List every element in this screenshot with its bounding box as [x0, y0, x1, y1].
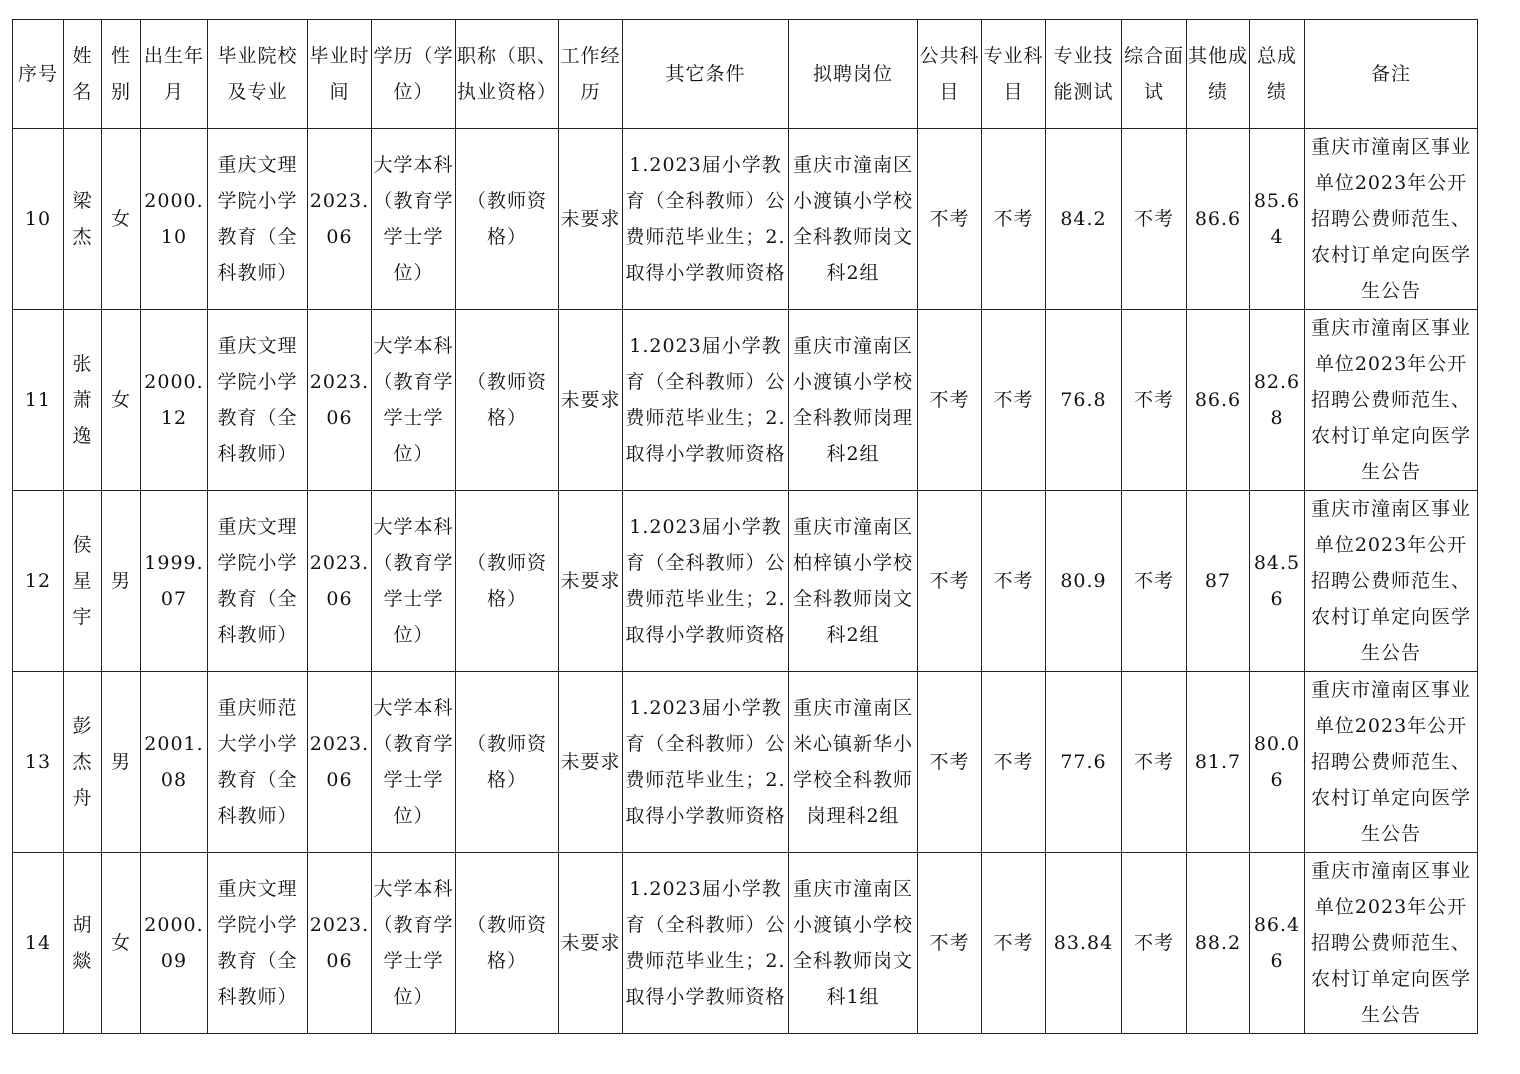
- header-gender: 性别: [102, 20, 141, 129]
- cell-total: 82.68: [1250, 310, 1305, 491]
- cell-school: 重庆文理学院小学教育（全科教师）: [208, 310, 308, 491]
- cell-interview: 不考: [1122, 310, 1187, 491]
- cell-pub: 不考: [918, 853, 982, 1034]
- cell-prof: 不考: [982, 491, 1046, 672]
- cell-gender: 男: [102, 491, 141, 672]
- cell-no: 12: [13, 491, 64, 672]
- header-pub: 公共科目: [918, 20, 982, 129]
- header-school: 毕业院校及专业: [208, 20, 308, 129]
- cell-post: 重庆市潼南区小渡镇小学校全科教师岗理科2组: [789, 310, 918, 491]
- cell-gender: 女: [102, 310, 141, 491]
- cell-interview: 不考: [1122, 129, 1187, 310]
- table-row: [13, 672, 1478, 853]
- cell-pub: 不考: [918, 491, 982, 672]
- cell-grad: 2023.06: [308, 491, 372, 672]
- table-row: [13, 491, 1478, 672]
- cell-pub: 不考: [918, 310, 982, 491]
- table-row: [13, 853, 1478, 1034]
- cell-cond: 1.2023届小学教育（全科教师）公费师范毕业生；2.取得小学教师资格: [623, 310, 789, 491]
- cell-birth: 2000.10: [141, 129, 208, 310]
- cell-school: 重庆文理学院小学教育（全科教师）: [208, 491, 308, 672]
- cell-other: 87: [1187, 491, 1250, 672]
- cell-cond: 1.2023届小学教育（全科教师）公费师范毕业生；2.取得小学教师资格: [623, 853, 789, 1034]
- header-birth: 出生年月: [141, 20, 208, 129]
- cell-title: （教师资格）: [456, 853, 559, 1034]
- cell-name: 侯星宇: [64, 491, 102, 672]
- cell-pub: 不考: [918, 672, 982, 853]
- candidate-table: [12, 19, 1478, 1034]
- cell-edu: 大学本科（教育学学士学位）: [372, 491, 456, 672]
- cell-edu: 大学本科（教育学学士学位）: [372, 853, 456, 1034]
- cell-work: 未要求: [559, 310, 623, 491]
- cell-work: 未要求: [559, 129, 623, 310]
- cell-skill: 83.84: [1046, 853, 1122, 1034]
- cell-note: 重庆市潼南区事业单位2023年公开招聘公费师范生、农村订单定向医学生公告: [1305, 672, 1478, 853]
- cell-interview: 不考: [1122, 672, 1187, 853]
- cell-interview: 不考: [1122, 853, 1187, 1034]
- cell-name: 彭杰舟: [64, 672, 102, 853]
- header-cond: 其它条件: [623, 20, 789, 129]
- cell-total: 86.46: [1250, 853, 1305, 1034]
- cell-note: 重庆市潼南区事业单位2023年公开招聘公费师范生、农村订单定向医学生公告: [1305, 491, 1478, 672]
- cell-total: 84.56: [1250, 491, 1305, 672]
- cell-skill: 77.6: [1046, 672, 1122, 853]
- cell-interview: 不考: [1122, 491, 1187, 672]
- cell-skill: 84.2: [1046, 129, 1122, 310]
- cell-birth: 1999.07: [141, 491, 208, 672]
- cell-title: （教师资格）: [456, 672, 559, 853]
- cell-school: 重庆文理学院小学教育（全科教师）: [208, 853, 308, 1034]
- cell-work: 未要求: [559, 853, 623, 1034]
- cell-other: 88.2: [1187, 853, 1250, 1034]
- cell-no: 13: [13, 672, 64, 853]
- header-prof: 专业科目: [982, 20, 1046, 129]
- cell-gender: 女: [102, 853, 141, 1034]
- cell-cond: 1.2023届小学教育（全科教师）公费师范毕业生；2.取得小学教师资格: [623, 129, 789, 310]
- cell-name: 胡燚: [64, 853, 102, 1034]
- cell-edu: 大学本科（教育学学士学位）: [372, 672, 456, 853]
- cell-skill: 80.9: [1046, 491, 1122, 672]
- cell-birth: 2000.09: [141, 853, 208, 1034]
- cell-gender: 男: [102, 672, 141, 853]
- cell-post: 重庆市潼南区小渡镇小学校全科教师岗文科2组: [789, 129, 918, 310]
- cell-no: 11: [13, 310, 64, 491]
- header-post: 拟聘岗位: [789, 20, 918, 129]
- table-row: [13, 310, 1478, 491]
- cell-name: 梁杰: [64, 129, 102, 310]
- cell-other: 86.6: [1187, 129, 1250, 310]
- cell-total: 85.64: [1250, 129, 1305, 310]
- cell-title: （教师资格）: [456, 129, 559, 310]
- header-skill: 专业技能测试: [1046, 20, 1122, 129]
- cell-title: （教师资格）: [456, 491, 559, 672]
- cell-work: 未要求: [559, 672, 623, 853]
- cell-grad: 2023.06: [308, 129, 372, 310]
- cell-pub: 不考: [918, 129, 982, 310]
- cell-school: 重庆文理学院小学教育（全科教师）: [208, 129, 308, 310]
- cell-other: 81.7: [1187, 672, 1250, 853]
- header-note: 备注: [1305, 20, 1478, 129]
- header-other: 其他成绩: [1187, 20, 1250, 129]
- cell-no: 10: [13, 129, 64, 310]
- cell-post: 重庆市潼南区米心镇新华小学校全科教师岗理科2组: [789, 672, 918, 853]
- cell-title: （教师资格）: [456, 310, 559, 491]
- cell-note: 重庆市潼南区事业单位2023年公开招聘公费师范生、农村订单定向医学生公告: [1305, 310, 1478, 491]
- cell-work: 未要求: [559, 491, 623, 672]
- cell-prof: 不考: [982, 129, 1046, 310]
- cell-gender: 女: [102, 129, 141, 310]
- cell-prof: 不考: [982, 672, 1046, 853]
- cell-prof: 不考: [982, 310, 1046, 491]
- header-title: 职称（职、执业资格）: [456, 20, 559, 129]
- cell-grad: 2023.06: [308, 672, 372, 853]
- cell-note: 重庆市潼南区事业单位2023年公开招聘公费师范生、农村订单定向医学生公告: [1305, 853, 1478, 1034]
- cell-other: 86.6: [1187, 310, 1250, 491]
- cell-note: 重庆市潼南区事业单位2023年公开招聘公费师范生、农村订单定向医学生公告: [1305, 129, 1478, 310]
- header-row: [13, 20, 1478, 129]
- cell-school: 重庆师范大学小学教育（全科教师）: [208, 672, 308, 853]
- header-total: 总成绩: [1250, 20, 1305, 129]
- header-name: 姓名: [64, 20, 102, 129]
- cell-skill: 76.8: [1046, 310, 1122, 491]
- cell-birth: 2000.12: [141, 310, 208, 491]
- cell-cond: 1.2023届小学教育（全科教师）公费师范毕业生；2.取得小学教师资格: [623, 672, 789, 853]
- cell-grad: 2023.06: [308, 853, 372, 1034]
- table-row: [13, 129, 1478, 310]
- header-no: 序号: [13, 20, 64, 129]
- cell-total: 80.06: [1250, 672, 1305, 853]
- cell-cond: 1.2023届小学教育（全科教师）公费师范毕业生；2.取得小学教师资格: [623, 491, 789, 672]
- header-interview: 综合面试: [1122, 20, 1187, 129]
- cell-prof: 不考: [982, 853, 1046, 1034]
- header-work: 工作经历: [559, 20, 623, 129]
- cell-no: 14: [13, 853, 64, 1034]
- header-grad: 毕业时间: [308, 20, 372, 129]
- cell-birth: 2001.08: [141, 672, 208, 853]
- cell-post: 重庆市潼南区柏梓镇小学校全科教师岗文科2组: [789, 491, 918, 672]
- cell-edu: 大学本科（教育学学士学位）: [372, 129, 456, 310]
- header-edu: 学历（学位）: [372, 20, 456, 129]
- cell-grad: 2023.06: [308, 310, 372, 491]
- cell-edu: 大学本科（教育学学士学位）: [372, 310, 456, 491]
- cell-name: 张萧逸: [64, 310, 102, 491]
- cell-post: 重庆市潼南区小渡镇小学校全科教师岗文科1组: [789, 853, 918, 1034]
